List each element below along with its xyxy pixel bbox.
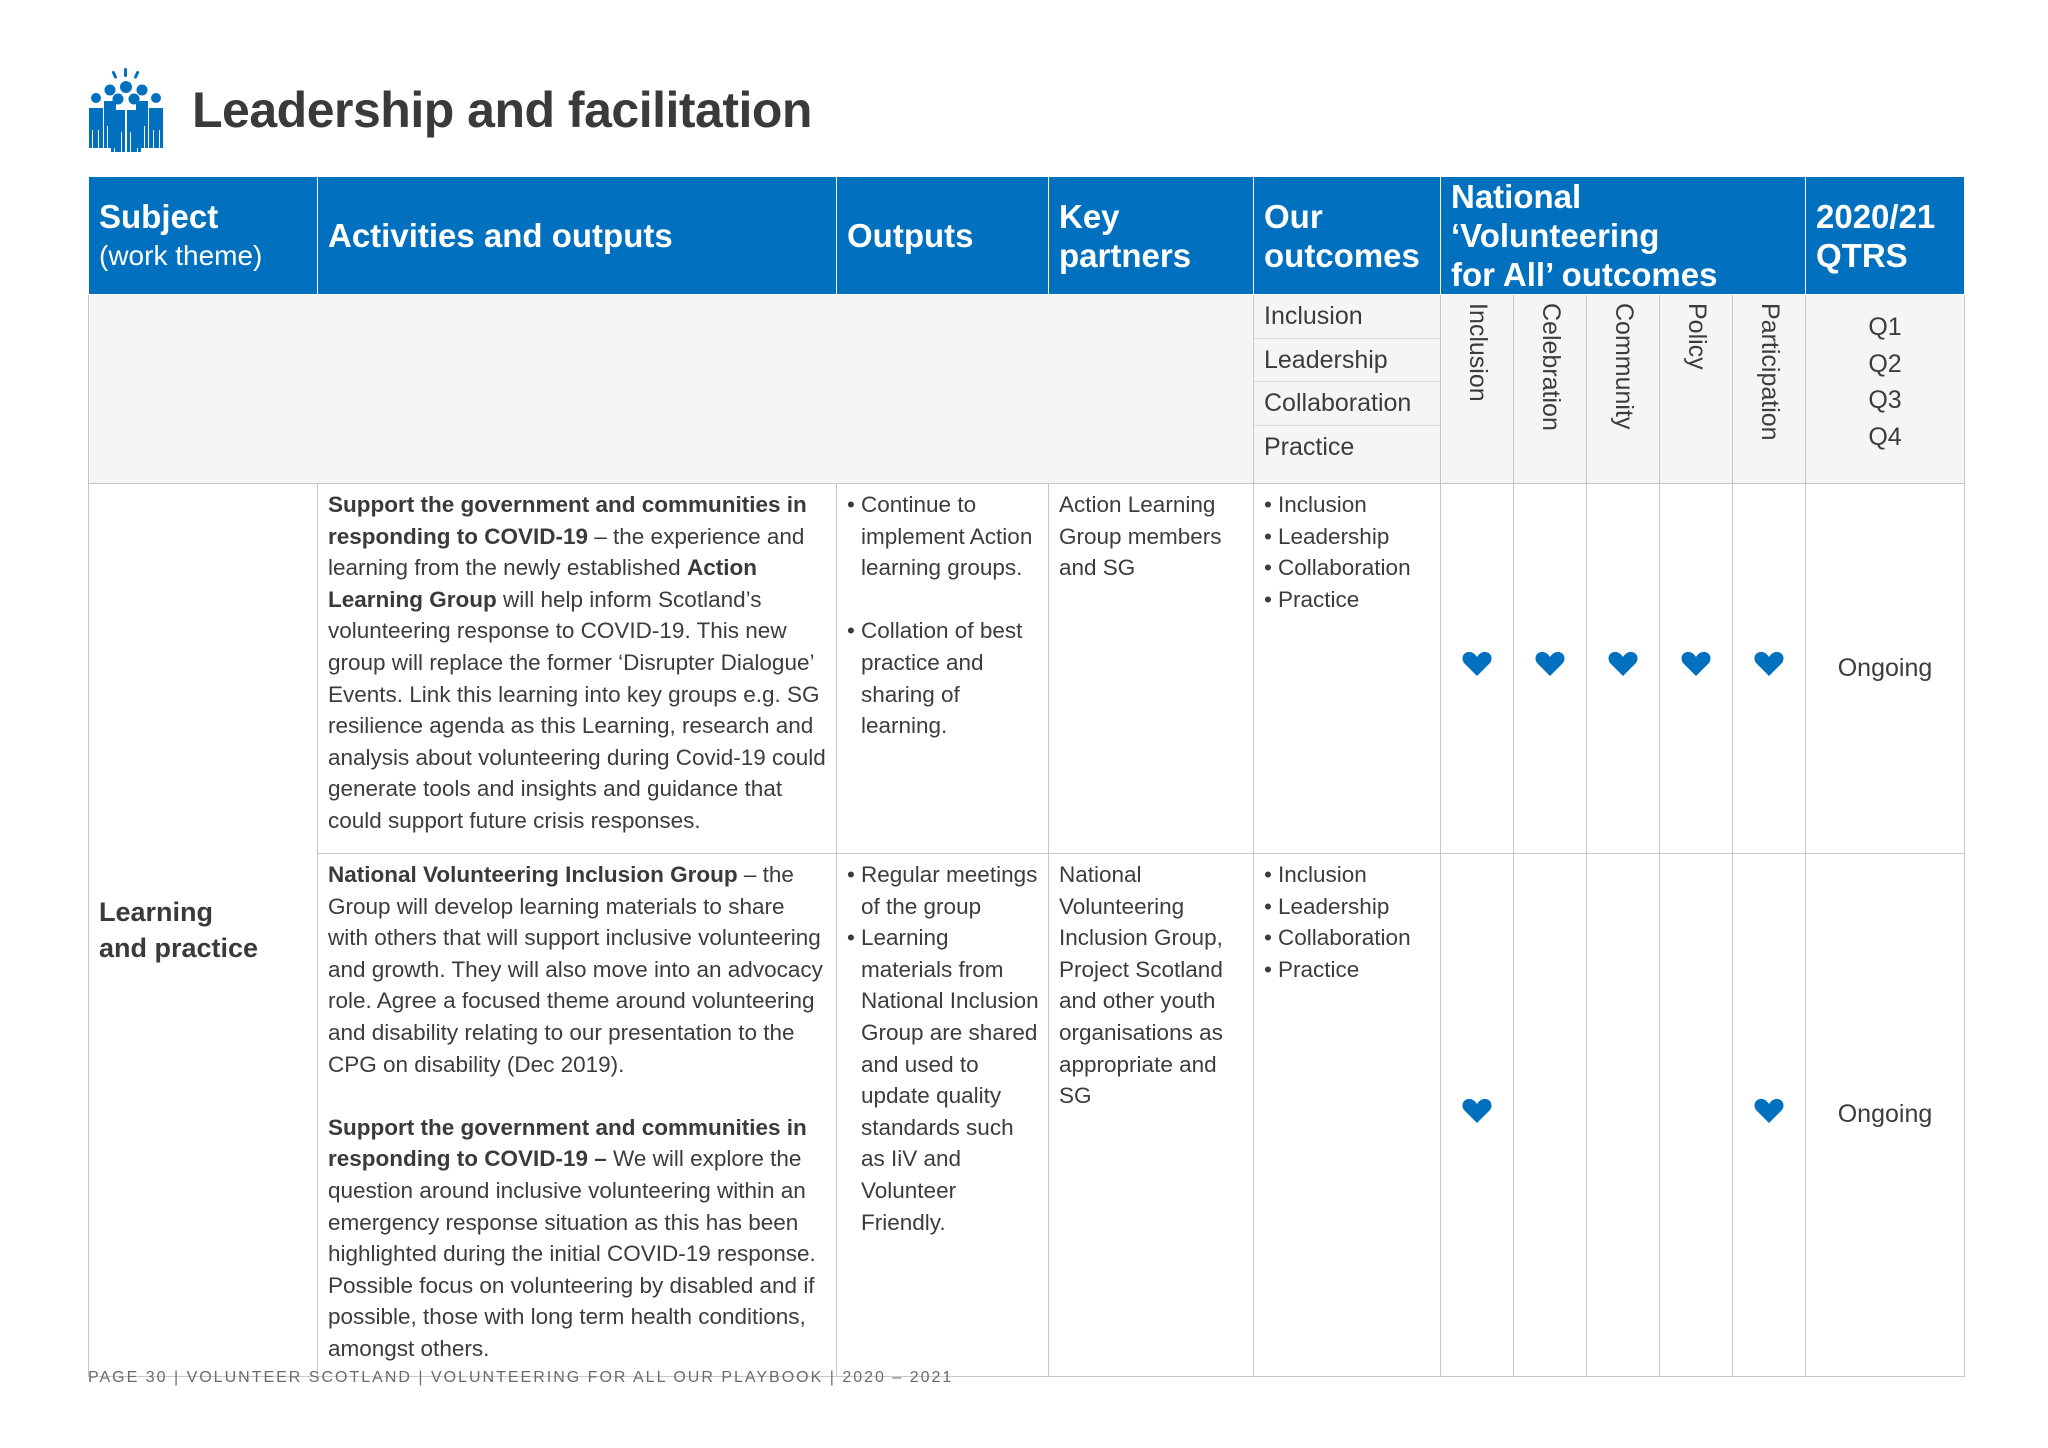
table-row bbox=[89, 854, 1965, 1377]
activity-cell bbox=[318, 484, 837, 854]
our-outcome-item: • Practice bbox=[1264, 584, 1432, 616]
quarter-label: Q3 bbox=[1868, 386, 1902, 414]
header-subject-label: Subject bbox=[99, 197, 219, 235]
quarter-label: Q1 bbox=[1868, 313, 1902, 341]
our-outcome-item: • Leadership bbox=[1264, 891, 1432, 923]
partners-cell: Action Learning Group members and SG bbox=[1049, 484, 1254, 854]
header-quarters-line1: 2020/21 bbox=[1816, 197, 1936, 235]
subject-line: and practice bbox=[99, 933, 259, 963]
header-national-outcomes-line1: National ‘Volunteering bbox=[1451, 178, 1660, 254]
our-outcomes-cell bbox=[1254, 854, 1441, 1377]
subject-cell bbox=[89, 484, 318, 1377]
subheader-blank bbox=[89, 295, 1254, 484]
header-our-outcomes-line2: outcomes bbox=[1264, 236, 1420, 274]
header-subject bbox=[89, 177, 318, 295]
heart-icon bbox=[1535, 651, 1565, 677]
activity-bold: Action Learning Group bbox=[328, 555, 757, 612]
status-cell: Ongoing bbox=[1806, 854, 1965, 1377]
activity-text: We will explore the question around inclusive volunteering within an emergency response situation as this has been highlighted during the initial COVID-19 response. Possible focus on volunteering by disabled and if possible, those with long term health conditions, amongst others. bbox=[328, 1146, 816, 1361]
output-item: • Continue to implement Action learning groups. bbox=[847, 489, 1040, 584]
status-cell: Ongoing bbox=[1806, 484, 1965, 854]
header-our-outcomes-line1: Our bbox=[1264, 197, 1323, 235]
our-outcomes-cell bbox=[1254, 484, 1441, 854]
activity-cell bbox=[318, 854, 837, 1377]
our-outcome-item: • Collaboration bbox=[1264, 552, 1432, 584]
national-heart-cell bbox=[1587, 854, 1660, 1377]
heart-icon bbox=[1608, 651, 1638, 677]
activity-bold: Support the government and communities in responding to COVID-19 – bbox=[328, 1114, 807, 1172]
quarter-label: Q4 bbox=[1868, 422, 1902, 451]
header-quarters-line2: QTRS bbox=[1816, 236, 1908, 274]
national-heart-cell bbox=[1660, 484, 1733, 854]
heart-icon bbox=[1462, 1098, 1492, 1124]
page-header bbox=[88, 64, 812, 156]
heart-icon bbox=[1754, 1098, 1784, 1124]
national-outcome-community bbox=[1587, 295, 1660, 484]
national-outcome-celebration bbox=[1514, 295, 1587, 484]
national-outcome-label: Celebration bbox=[1536, 303, 1565, 431]
header-key-partners bbox=[1049, 177, 1254, 295]
plan-table bbox=[88, 176, 1965, 1377]
outputs-cell bbox=[837, 854, 1049, 1377]
national-outcome-policy bbox=[1660, 295, 1733, 484]
output-item: • Regular meetings of the group bbox=[847, 859, 1040, 922]
national-outcome-label: Participation bbox=[1755, 303, 1784, 441]
our-outcome-item: • Collaboration bbox=[1264, 922, 1432, 954]
header-national-outcomes-line2: for All’ outcomes bbox=[1451, 256, 1718, 293]
outputs-cell bbox=[837, 484, 1049, 854]
national-heart-cell bbox=[1514, 484, 1587, 854]
group-of-people-icon bbox=[88, 68, 164, 152]
activity-text: – the experience and learning from the newly established bbox=[328, 523, 805, 581]
header-our-outcomes bbox=[1254, 177, 1441, 295]
our-outcome-option: Inclusion bbox=[1254, 295, 1440, 339]
header-activities: Activities and outputs bbox=[318, 177, 837, 295]
quarter-label: Q2 bbox=[1868, 349, 1902, 378]
national-heart-cell bbox=[1441, 484, 1514, 854]
national-heart-cell bbox=[1733, 484, 1806, 854]
activity-text: – the Group will develop learning materials to share with others that will support inclusive volunteering and growth. They will also move into an advocacy role. Agree a focused theme around volunteering and disability relating to our presentation to the CPG on disability (Dec 2019). bbox=[328, 862, 823, 1077]
header-quarters bbox=[1806, 177, 1965, 295]
table-subheader-row bbox=[89, 295, 1965, 484]
national-outcome-participation bbox=[1733, 295, 1806, 484]
national-heart-cell bbox=[1441, 854, 1514, 1377]
heart-icon bbox=[1462, 651, 1492, 677]
header-key-partners-line1: Key bbox=[1059, 197, 1120, 235]
our-outcome-option: Practice bbox=[1264, 432, 1355, 461]
quarter-options bbox=[1806, 295, 1965, 484]
activity-bold: Support the government and communities in responding to COVID-19 bbox=[328, 492, 807, 549]
national-outcome-label: Inclusion bbox=[1463, 303, 1492, 402]
header-outputs: Outputs bbox=[837, 177, 1049, 295]
national-heart-cell bbox=[1514, 854, 1587, 1377]
our-outcome-item: • Inclusion bbox=[1264, 489, 1432, 521]
table-row bbox=[89, 484, 1965, 854]
national-heart-cell bbox=[1660, 854, 1733, 1377]
heart-icon bbox=[1681, 651, 1711, 677]
our-outcome-item: • Inclusion bbox=[1264, 859, 1432, 891]
subject-line: Learning bbox=[99, 897, 214, 927]
partners-cell: National Volunteering Inclusion Group, Project Scotland and other youth organisations as appropriate and SG bbox=[1049, 854, 1254, 1377]
output-item: • Collation of best practice and sharing of learning. bbox=[847, 615, 1040, 741]
table-header-row bbox=[89, 177, 1965, 295]
header-national-outcomes bbox=[1441, 177, 1806, 295]
header-key-partners-line2: partners bbox=[1059, 236, 1192, 274]
our-outcome-option: Leadership bbox=[1254, 339, 1440, 383]
output-item: • Learning materials from National Inclusion Group are shared and used to update quality standards such as IiV and Volunteer Friendly. bbox=[847, 922, 1040, 1238]
our-outcome-item: • Leadership bbox=[1264, 521, 1432, 553]
heart-icon bbox=[1754, 651, 1784, 677]
our-outcome-options bbox=[1254, 295, 1441, 484]
national-outcome-label: Community bbox=[1609, 303, 1638, 430]
our-outcome-option: Collaboration bbox=[1254, 382, 1440, 426]
national-outcome-label: Policy bbox=[1682, 303, 1711, 370]
national-heart-cell bbox=[1733, 854, 1806, 1377]
national-outcome-inclusion bbox=[1441, 295, 1514, 484]
page-title: Leadership and facilitation bbox=[192, 82, 812, 138]
header-subject-sublabel: (work theme) bbox=[99, 239, 263, 271]
our-outcome-item: • Practice bbox=[1264, 954, 1432, 986]
national-heart-cell bbox=[1587, 484, 1660, 854]
activity-bold: National Volunteering Inclusion Group bbox=[328, 862, 738, 887]
page-footer: PAGE 30 | VOLUNTEER SCOTLAND | VOLUNTEERING FOR ALL OUR PLAYBOOK | 2020 – 2021 bbox=[88, 1369, 954, 1386]
activity-text: will help inform Scotland’s volunteering response to COVID-19. This new group will replace the former ‘Disrupter Dialogue’ Events. Link this learning into key groups e.g. SG resilience agenda as this Learning, research and analysis about volunteering during Covid-19 could generate tools and insights and guidance that could support future crisis responses. bbox=[328, 586, 826, 833]
